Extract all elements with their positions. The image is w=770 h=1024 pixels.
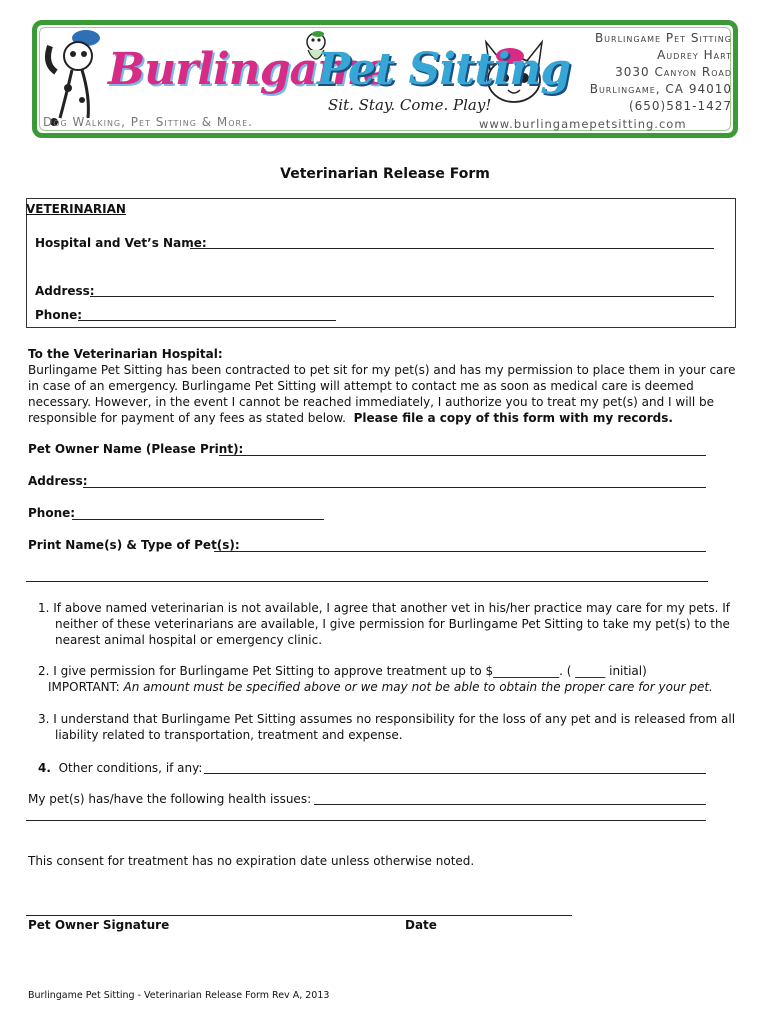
date-label: Date: [405, 918, 437, 932]
term-2-line-2: [48, 679, 713, 696]
website-link[interactable]: www.burlingamepetsitting.com: [479, 117, 687, 131]
owner-phone-label: Phone:: [28, 506, 76, 520]
to-vet-line-4-text: responsible for payment of any fees as stated below.: [28, 411, 346, 425]
contact-phone: (650)581-1427: [628, 99, 732, 113]
owner-name-label: Pet Owner Name (Please Print):: [28, 442, 244, 456]
term-4-label: Other conditions, if any:: [58, 761, 203, 775]
contact-name: Audrey Hart: [657, 48, 732, 62]
pets-input[interactable]: [214, 551, 706, 552]
health-issues-label: My pet(s) has/have the following health issues:: [28, 792, 312, 806]
contact-company: Burlingame Pet Sitting: [594, 31, 732, 45]
term-1-line-1: 1. If above named veterinarian is not available, I agree that another vet in his/her practice may care for my pets. If: [38, 601, 731, 615]
other-conditions-input[interactable]: [204, 773, 706, 774]
to-vet-line-4: [28, 410, 673, 427]
vet-phone-input[interactable]: [78, 320, 336, 321]
owner-address-input[interactable]: [83, 487, 706, 488]
to-vet-heading: To the Veterinarian Hospital:: [28, 347, 223, 361]
term-3-line-2: liability related to transportation, treatment and expense.: [55, 728, 403, 742]
term-4-number: 4.: [38, 761, 51, 775]
contact-city: Burlingame, CA 94010: [589, 82, 732, 96]
term-2-warning: An amount must be specified above or we may not be able to obtain the proper care for your pet.: [123, 680, 713, 694]
hospital-input[interactable]: [190, 248, 714, 249]
pets-input-line-2[interactable]: [26, 581, 708, 582]
contact-street: 3030 Canyon Road: [615, 65, 732, 79]
term-1-line-2: neither of these veterinarians are available, I give permission for Burlingame Pet Sitting to take my pet(s) to the: [55, 617, 730, 631]
pets-label: Print Name(s) & Type of Pet(s):: [28, 538, 240, 552]
to-vet-line-3: necessary. However, in the event I cannot be reached immediately, I authorize you to treat my pet(s) and I will be: [28, 395, 715, 409]
form-title: Veterinarian Release Form: [280, 166, 490, 182]
logo-word-pet-sitting: Pet Sitting: [317, 44, 571, 95]
health-issues-input-line-2[interactable]: [26, 820, 706, 821]
veterinarian-section: [26, 198, 736, 328]
term-4: [38, 760, 202, 777]
owner-phone-input[interactable]: [72, 519, 324, 520]
tagline: Sit. Stay. Come. Play!: [328, 96, 492, 114]
owner-name-input[interactable]: [219, 455, 706, 456]
veterinarian-heading: VETERINARIAN: [26, 202, 126, 216]
consent-text: This consent for treatment has no expiration date unless otherwise noted.: [28, 854, 475, 868]
banner-subtitle: Dog Walking, Pet Sitting & More.: [43, 115, 253, 129]
term-3-line-1: 3. I understand that Burlingame Pet Sitting assumes no responsibility for the loss of any pet and is released from all: [38, 712, 736, 726]
owner-address-label: Address:: [28, 474, 88, 488]
vet-address-input[interactable]: [90, 296, 714, 297]
term-2-line-1: 2. I give permission for Burlingame Pet Sitting to approve treatment up to $___________. ( _____ initial): [38, 664, 647, 678]
logo-word-burlingame: Burlingame: [108, 44, 390, 95]
signature-label: Pet Owner Signature: [28, 918, 170, 932]
term-2-important: IMPORTANT:: [48, 680, 120, 694]
vet-phone-label: Phone:: [35, 308, 83, 322]
vet-address-label: Address:: [35, 284, 95, 298]
form-footer: Burlingame Pet Sitting - Veterinarian Release Form Rev A, 2013: [28, 990, 330, 1001]
to-vet-line-2: in case of an emergency. Burlingame Pet Sitting will attempt to contact me as soon as medical care is deemed: [28, 379, 694, 393]
dog-illustration: [42, 26, 108, 126]
to-vet-line-4-bold: Please file a copy of this form with my records.: [353, 411, 673, 425]
term-1-line-3: nearest animal hospital or emergency clinic.: [55, 633, 323, 647]
health-issues-input[interactable]: [314, 804, 706, 805]
signature-line[interactable]: [26, 915, 572, 916]
to-vet-line-1: Burlingame Pet Sitting has been contracted to pet sit for my pet(s) and has my permission to place them in your care: [28, 363, 736, 377]
hospital-label: Hospital and Vet’s Name:: [35, 236, 207, 250]
